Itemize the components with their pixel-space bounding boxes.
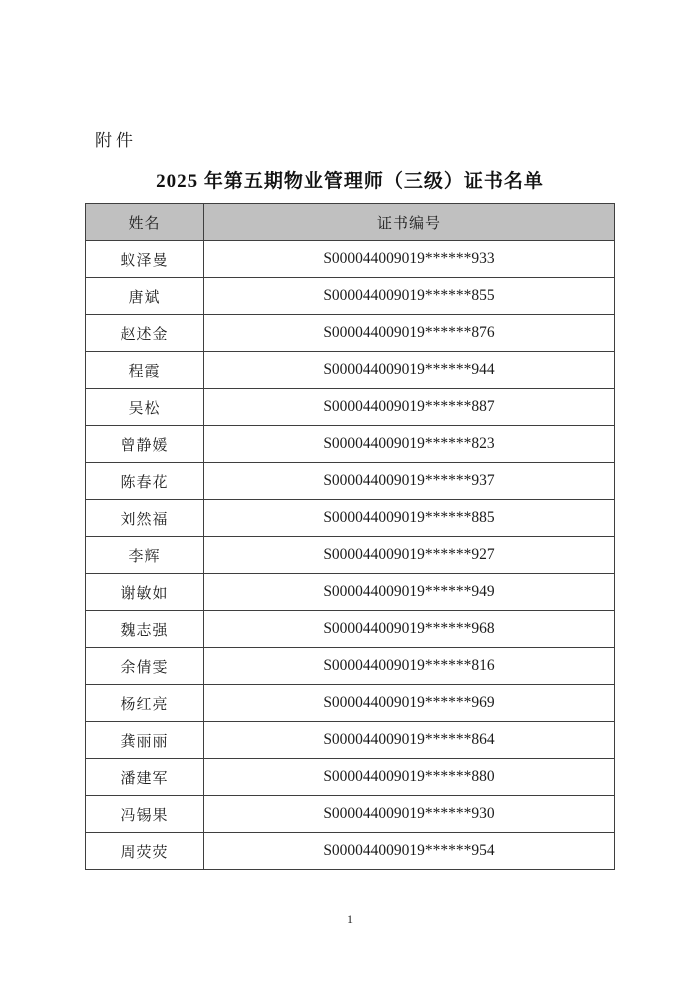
table-row bbox=[86, 278, 615, 315]
table-row bbox=[86, 574, 615, 611]
name-cell: 冯锡果 bbox=[86, 796, 204, 833]
name-cell: 潘建军 bbox=[86, 759, 204, 796]
name-cell: 唐斌 bbox=[86, 278, 204, 315]
cert-number-cell: S000044009019******968 bbox=[204, 611, 615, 648]
cert-number-cell: S000044009019******880 bbox=[204, 759, 615, 796]
table-row bbox=[86, 352, 615, 389]
name-cell: 龚丽丽 bbox=[86, 722, 204, 759]
table-row bbox=[86, 759, 615, 796]
cert-number-cell: S000044009019******887 bbox=[204, 389, 615, 426]
table-row bbox=[86, 833, 615, 870]
name-cell: 吴松 bbox=[86, 389, 204, 426]
table-row bbox=[86, 315, 615, 352]
name-cell: 陈春花 bbox=[86, 463, 204, 500]
cert-number-cell: S000044009019******969 bbox=[204, 685, 615, 722]
name-cell: 程霞 bbox=[86, 352, 204, 389]
name-cell: 赵述金 bbox=[86, 315, 204, 352]
name-cell: 李辉 bbox=[86, 537, 204, 574]
table-row bbox=[86, 463, 615, 500]
cert-number-cell: S000044009019******930 bbox=[204, 796, 615, 833]
certificate-table bbox=[85, 203, 615, 870]
table-row bbox=[86, 426, 615, 463]
page-number: 1 bbox=[347, 912, 353, 926]
table-row bbox=[86, 685, 615, 722]
table-row bbox=[86, 722, 615, 759]
table-row bbox=[86, 389, 615, 426]
col-header-name: 姓名 bbox=[86, 204, 204, 241]
cert-number-cell: S000044009019******855 bbox=[204, 278, 615, 315]
table-row bbox=[86, 611, 615, 648]
name-cell: 曾静媛 bbox=[86, 426, 204, 463]
cert-number-cell: S000044009019******944 bbox=[204, 352, 615, 389]
cert-number-cell: S000044009019******937 bbox=[204, 463, 615, 500]
name-cell: 蚁泽曼 bbox=[86, 241, 204, 278]
cert-number-cell: S000044009019******816 bbox=[204, 648, 615, 685]
attachment-label: 附件 bbox=[95, 131, 137, 150]
table-header-row bbox=[86, 204, 615, 241]
cert-number-cell: S000044009019******823 bbox=[204, 426, 615, 463]
cert-number-cell: S000044009019******876 bbox=[204, 315, 615, 352]
cert-number-cell: S000044009019******949 bbox=[204, 574, 615, 611]
table-row bbox=[86, 500, 615, 537]
name-cell: 魏志强 bbox=[86, 611, 204, 648]
name-cell: 谢敏如 bbox=[86, 574, 204, 611]
page-title: 2025 年第五期物业管理师（三级）证书名单 bbox=[156, 171, 544, 192]
cert-number-cell: S000044009019******885 bbox=[204, 500, 615, 537]
cert-number-cell: S000044009019******954 bbox=[204, 833, 615, 870]
name-cell: 余倩雯 bbox=[86, 648, 204, 685]
table-row bbox=[86, 648, 615, 685]
cert-number-cell: S000044009019******927 bbox=[204, 537, 615, 574]
col-header-cert-number: 证书编号 bbox=[204, 204, 615, 241]
table-row bbox=[86, 796, 615, 833]
table-row bbox=[86, 241, 615, 278]
cert-number-cell: S000044009019******933 bbox=[204, 241, 615, 278]
name-cell: 周荧荧 bbox=[86, 833, 204, 870]
name-cell: 杨红亮 bbox=[86, 685, 204, 722]
name-cell: 刘然福 bbox=[86, 500, 204, 537]
cert-number-cell: S000044009019******864 bbox=[204, 722, 615, 759]
table-row bbox=[86, 537, 615, 574]
